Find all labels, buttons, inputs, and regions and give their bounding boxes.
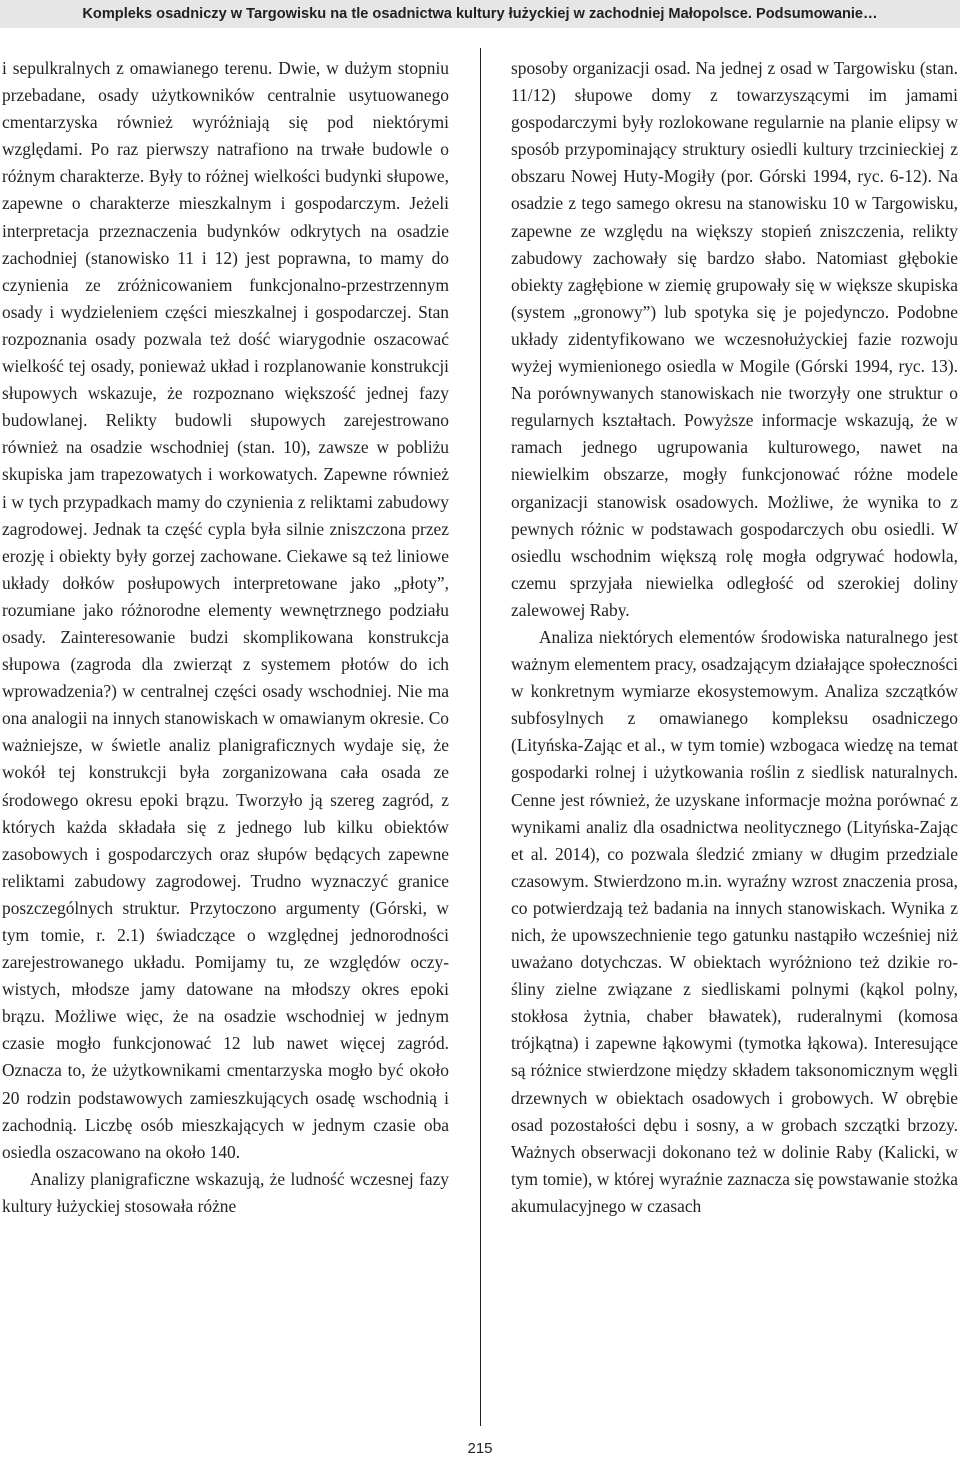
left-column — [2, 55, 449, 1425]
paragraph: Analizy planigraficzne wskazują, że ludność wczesnej fazy kultury łużyckiej stosowała różne — [2, 1168, 449, 1216]
column-divider — [480, 48, 481, 1426]
running-header: Kompleks osadniczy w Targowisku na tle osadnictwa kultury łużyckiej w zachodniej Małopolsce. Podsumowanie… — [0, 0, 960, 28]
paragraph: i sepulkralnych z omawianego terenu. Dwie, w dużym stopniu przebadane, osady użytkowników centralnie usytuowanego cmentarzyska również wyróżniają się pod niektórymi względami. Po raz pierwszy natrafiono na trwałe budowle o różnym charakterze. Były to różnej wielkości budynki słupowe, zapewne o charakterze mieszkalnym i gospodarczym. Jeżeli interpretacja przeznaczenia budynków odkrytych na osadzie zachodniej (stanowisko 11 i 12) jest poprawna, to mamy do czynienia ze zróżnicowaniem funkcjonalno-przestrzennym osady i wydzieleniem części mieszkalnej i gospodarczej. Stan rozpoznania osady pozwala też dość wiarygodnie oszacować wielkość tej osady, ponieważ układ i rozplanowanie konstrukcji słupowych wskazuje, że rozpoznano większość jednej fazy budowlanej. Relikty budowli słupowych zarejestrowano również na osadzie wschodniej (stan. 10), zawsze w pobliżu skupiska jam trapezowatych i workowatych. Zapewne również i w tych przypadkach mamy do czynienia z reliktami zabudowy zagrodowej. Jednak ta część cypla była silnie zniszczona przez erozję i obiekty były gorzej zachowane. Ciekawe są też liniowe układy dołków posłupowych interpretowane jako „płoty”, rozumiane jako różnorodne elementy wewnętrznego podziału osady. Zainteresowanie budzi skomplikowana konstrukcja słupowa (zagroda dla zwierząt z systemem płotów do ich wprowadzenia?) w centralnej części osady wschodniej. Nie ma ona analogii na innych stanowiskach w omawianym okresie. Co ważniejsze, w świetle analiz planigraficznych wydaje się, że wokół tej konstrukcji była zorganizowana cała osada ze środowego okresu epoki brązu. Tworzyło ją szereg zagród, z których każda składała się z jednego lub kilku obiektów zasobowych i gospodarczych oraz słupów będących zapewne reliktami zabudowy zagrodowej. Trudno wyznaczyć granice poszczególnych struktur. Przytoczono argumenty (Górski, w tym tomie, r. 2.1) świadczące o względnej jednorodności zarejestrowanego układu. Pomijamy tu, ze względów oczywistych, młodsze jamy datowane na młodszy okres epoki brązu. Możliwe więc, że na osadzie wschodniej w jednym czasie mogło funkcjonować 12 lub nawet więcej zagród. Oznacza to, że użytkownikami cmentarzyska mogło być około 20 rodzin podstawowych zamieszkujących osadę wschodnią i zachodnią. Liczbę osób mieszkających w jednym czasie oba osiedla oszacowano na około 140. — [2, 58, 449, 1162]
paragraph: Analiza niektórych elementów środowiska naturalnego jest ważnym elementem pracy, osadzającym działające społeczności w konkretnym wymiarze ekosystemowym. Analiza szczątków subfosylnych z omawianego kompleksu osadniczego (Lityńska-Zając et al., w tym tomie) wzbogaca wiedzę na temat gospodarki rolnej i użytkowania roślin z siedlisk naturalnych. Cenne jest również, że uzyskane informacje można porównać z wynikami analiz dla osadnictwa neolitycznego (Lityńska-Zając et al. 2014), co pozwala śledzić zmiany w długim przedziale czasowym. Stwierdzono m.in. wyraźny wzrost znaczenia prosa, co potwierdzają też badania na innych stanowiskach. Wynika z nich, że upowszechnienie tego gatunku nastąpiło wcześniej niż uważano dotychczas. W obiektach wyróżniono też dzikie rośliny zielne związane z siedliskami polnymi (kąkol polny, stokłosa żytnia, chaber bławatek), ruderalnymi (komosa trójkątna) i zapewne łąkowymi (tymotka łąkowa). Interesujące są różnice stwierdzone między składem taksonomicznym węgli drzewnych w obiektach osadowych i grobowych. W obrębie osad pozostałości dębu i sosny, a w grobach szczątki brzozy. Ważnych obserwacji dokonano też w dolinie Raby (Kalicki, w tym tomie), w której wyraźnie zaznacza się powstawanie stożka akumulacyjnego w czasach — [511, 626, 958, 1216]
page-number: 215 — [467, 1440, 493, 1457]
right-column — [511, 55, 958, 1425]
paragraph: sposoby organizacji osad. Na jednej z osad w Targowisku (stan. 11/12) słupowe domy z towarzyszącymi im jamami gospodarczymi były rozlokowane regularnie na planie elipsy w sposób przypominający struktury osiedli kultury trzcinieckiej z obszaru Nowej Huty-Mogiły (por. Górski 1994, ryc. 6-12). Na osadzie z tego samego okresu na stanowisku 10 w Targowisku, zapewne ze względu na większy stopień zniszczenia, relikty zabudowy zachowały się bardzo słabo. Natomiast głębokie obiekty zagłębione w ziemię grupowały się w większe skupiska (system „gronowy”) lub spotyka się je pojedynczo. Podobne układy zidentyfikowano we wczesnołużyckiej fazie rozwoju wyżej wymienionego osiedla w Mogile (Górski 1994, ryc. 13). Na porównywanych stanowiskach nie tworzyły one struktur o regularnych kształtach. Powyższe informacje wskazują, że w ramach jednego ugrupowania kulturowego, nawet na niewielkim obszarze, mogły funkcjonować różne modele organizacji stanowisk osadowych. Możliwe, że wynika to z pewnych różnic w podstawach gospodarczych obu osiedli. W osiedlu wschodnim większą rolę mogła odgrywać hodowla, czemu sprzyjała niewielka odległość od szerokiej doliny zalewowej Raby. — [511, 58, 958, 620]
